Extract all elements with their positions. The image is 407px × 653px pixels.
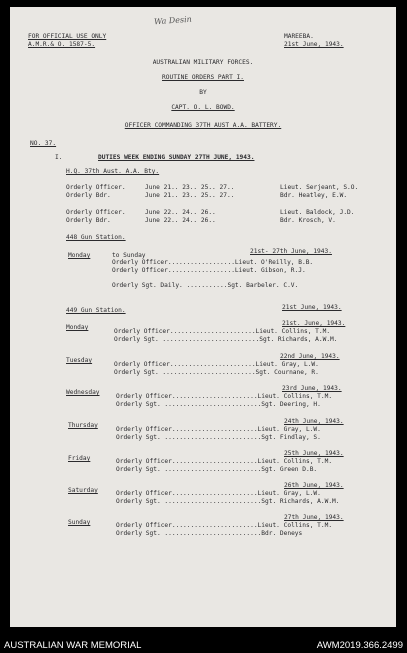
hq-row-4-dates: June 22.. 24.. 26.. <box>145 217 216 224</box>
footer-institution: AUSTRALIAN WAR MEMORIAL <box>4 640 142 651</box>
title-line-4: CAPT. O. L. BOWD. <box>171 104 235 111</box>
g449-day-officer: Orderly Officer.......................Lieut. Collins, T.M. <box>114 328 331 335</box>
g449-day-date: 22nd June, 1943. <box>280 353 340 360</box>
g449-day-sgt: Orderly Sgt. ..........................Sgt. Deering, H. <box>116 401 321 408</box>
title-line-2: ROUTINE ORDERS PART I. <box>162 74 244 81</box>
g449-day-officer: Orderly Officer.......................Lieut. Collins, T.M. <box>116 458 333 465</box>
g449-day-date: 24th June, 1943. <box>284 418 344 425</box>
title-line-3: BY <box>199 89 207 96</box>
hq-row-3-name: Lieut. Baldock, J.D. <box>280 209 355 216</box>
section-heading: DUTIES WEEK ENDING SUNDAY 27TH JUNE, 1943. <box>98 154 255 161</box>
footer-accession: AWM2019.366.2499 <box>316 640 403 651</box>
g449-day-label: Saturday <box>68 487 98 494</box>
g449-day-label: Thursday <box>68 422 98 429</box>
g448-officer-1: Orderly Officer..................Lieut. O'Reilly, B.B. <box>112 259 314 266</box>
g449-date: 21st June, 1943. <box>282 304 342 311</box>
g448-dates: 21st- 27th June, 1943. <box>250 248 332 255</box>
g449-day-sgt: Orderly Sgt. ..........................Sgt. Findlay, S. <box>116 434 321 441</box>
g449-day-label: Friday <box>68 455 91 462</box>
hq-row-2-name: Bdr. Heatley, E.W. <box>280 192 348 199</box>
g449-day-officer: Orderly Officer.......................Lieut. Gray, L.W. <box>116 426 321 433</box>
classification-label: FOR OFFICIAL USE ONLY <box>28 33 107 40</box>
g449-day-officer: Orderly Officer.......................Lieut. Collins, T.M. <box>116 522 333 529</box>
g448-to-sunday: to Sunday <box>112 252 146 259</box>
order-number: NO. 37. <box>30 140 57 147</box>
g448-monday: Monday <box>68 252 91 259</box>
document-page <box>10 7 396 627</box>
g449-day-date: 21st. June, 1943. <box>282 320 346 327</box>
hq-row-4-name: Bdr. Krosch, V. <box>280 217 336 224</box>
hq-row-3-dates: June 22.. 24.. 26.. <box>145 209 216 216</box>
g449-heading: 449 Gun Station. <box>66 307 126 314</box>
title-line-1: AUSTRALIAN MILITARY FORCES. <box>152 59 254 66</box>
hq-row-1-duty: Orderly Officer. <box>66 184 126 191</box>
handwritten-signature: Wa Desin <box>153 14 193 27</box>
g449-day-sgt: Orderly Sgt. .........................Sgt. Cournane, R. <box>114 369 319 376</box>
hq-row-1-name: Lieut. Serjeant, S.O. <box>280 184 359 191</box>
reference-label: A.M.R.& O. 1587-5. <box>28 41 96 48</box>
g449-day-label: Tuesday <box>66 357 93 364</box>
section-number: I. <box>55 154 63 161</box>
g449-day-label: Sunday <box>68 519 91 526</box>
g448-sgt: Orderly Sgt. Daily. ...........Sgt. Barbeler. C.V. <box>112 282 299 289</box>
g449-day-date: 26th June, 1943. <box>284 482 344 489</box>
g449-day-sgt: Orderly Sgt. ..........................Sgt. Richards, A.W.M. <box>116 498 340 505</box>
g449-day-label: Monday <box>66 324 89 331</box>
g449-day-sgt: Orderly Sgt. ..........................Bdr. Deneys <box>116 530 303 537</box>
hq-row-1-dates: June 21.. 23.. 25.. 27.. <box>145 184 235 191</box>
g449-day-sgt: Orderly Sgt. ..........................Sgt. Richards, A.W.M. <box>114 336 338 343</box>
g449-day-sgt: Orderly Sgt. ..........................Sgt. Green D.B. <box>116 466 318 473</box>
g449-day-officer: Orderly Officer.......................Lieut. Gray, L.W. <box>114 361 319 368</box>
hq-row-3-duty: Orderly Officer. <box>66 209 126 216</box>
g449-day-officer: Orderly Officer.......................Lieut. Collins, T.M. <box>116 393 333 400</box>
g449-day-label: Wednesday <box>66 389 100 396</box>
document-date: 21st June, 1943. <box>284 41 344 48</box>
hq-heading: H.Q. 37th Aust. A.A. Bty. <box>66 168 160 175</box>
hq-row-2-dates: June 21.. 23.. 25.. 27.. <box>145 192 235 199</box>
g449-day-officer: Orderly Officer.......................Lieut. Gray, L.W. <box>116 490 321 497</box>
g449-day-date: 25th June, 1943. <box>284 450 344 457</box>
g448-heading: 448 Gun Station. <box>66 234 126 241</box>
place-label: MAREEBA. <box>284 33 314 40</box>
hq-row-2-duty: Orderly Bdr. <box>66 192 111 199</box>
g449-day-date: 27th June, 1943. <box>284 514 344 521</box>
title-line-5: OFFICER COMMANDING 37TH AUST A.A. BATTERY. <box>124 122 282 129</box>
g449-day-date: 23rd June, 1943. <box>282 385 342 392</box>
g448-officer-2: Orderly Officer..................Lieut. Gibson, R.J. <box>112 267 306 274</box>
hq-row-4-duty: Orderly Bdr. <box>66 217 111 224</box>
